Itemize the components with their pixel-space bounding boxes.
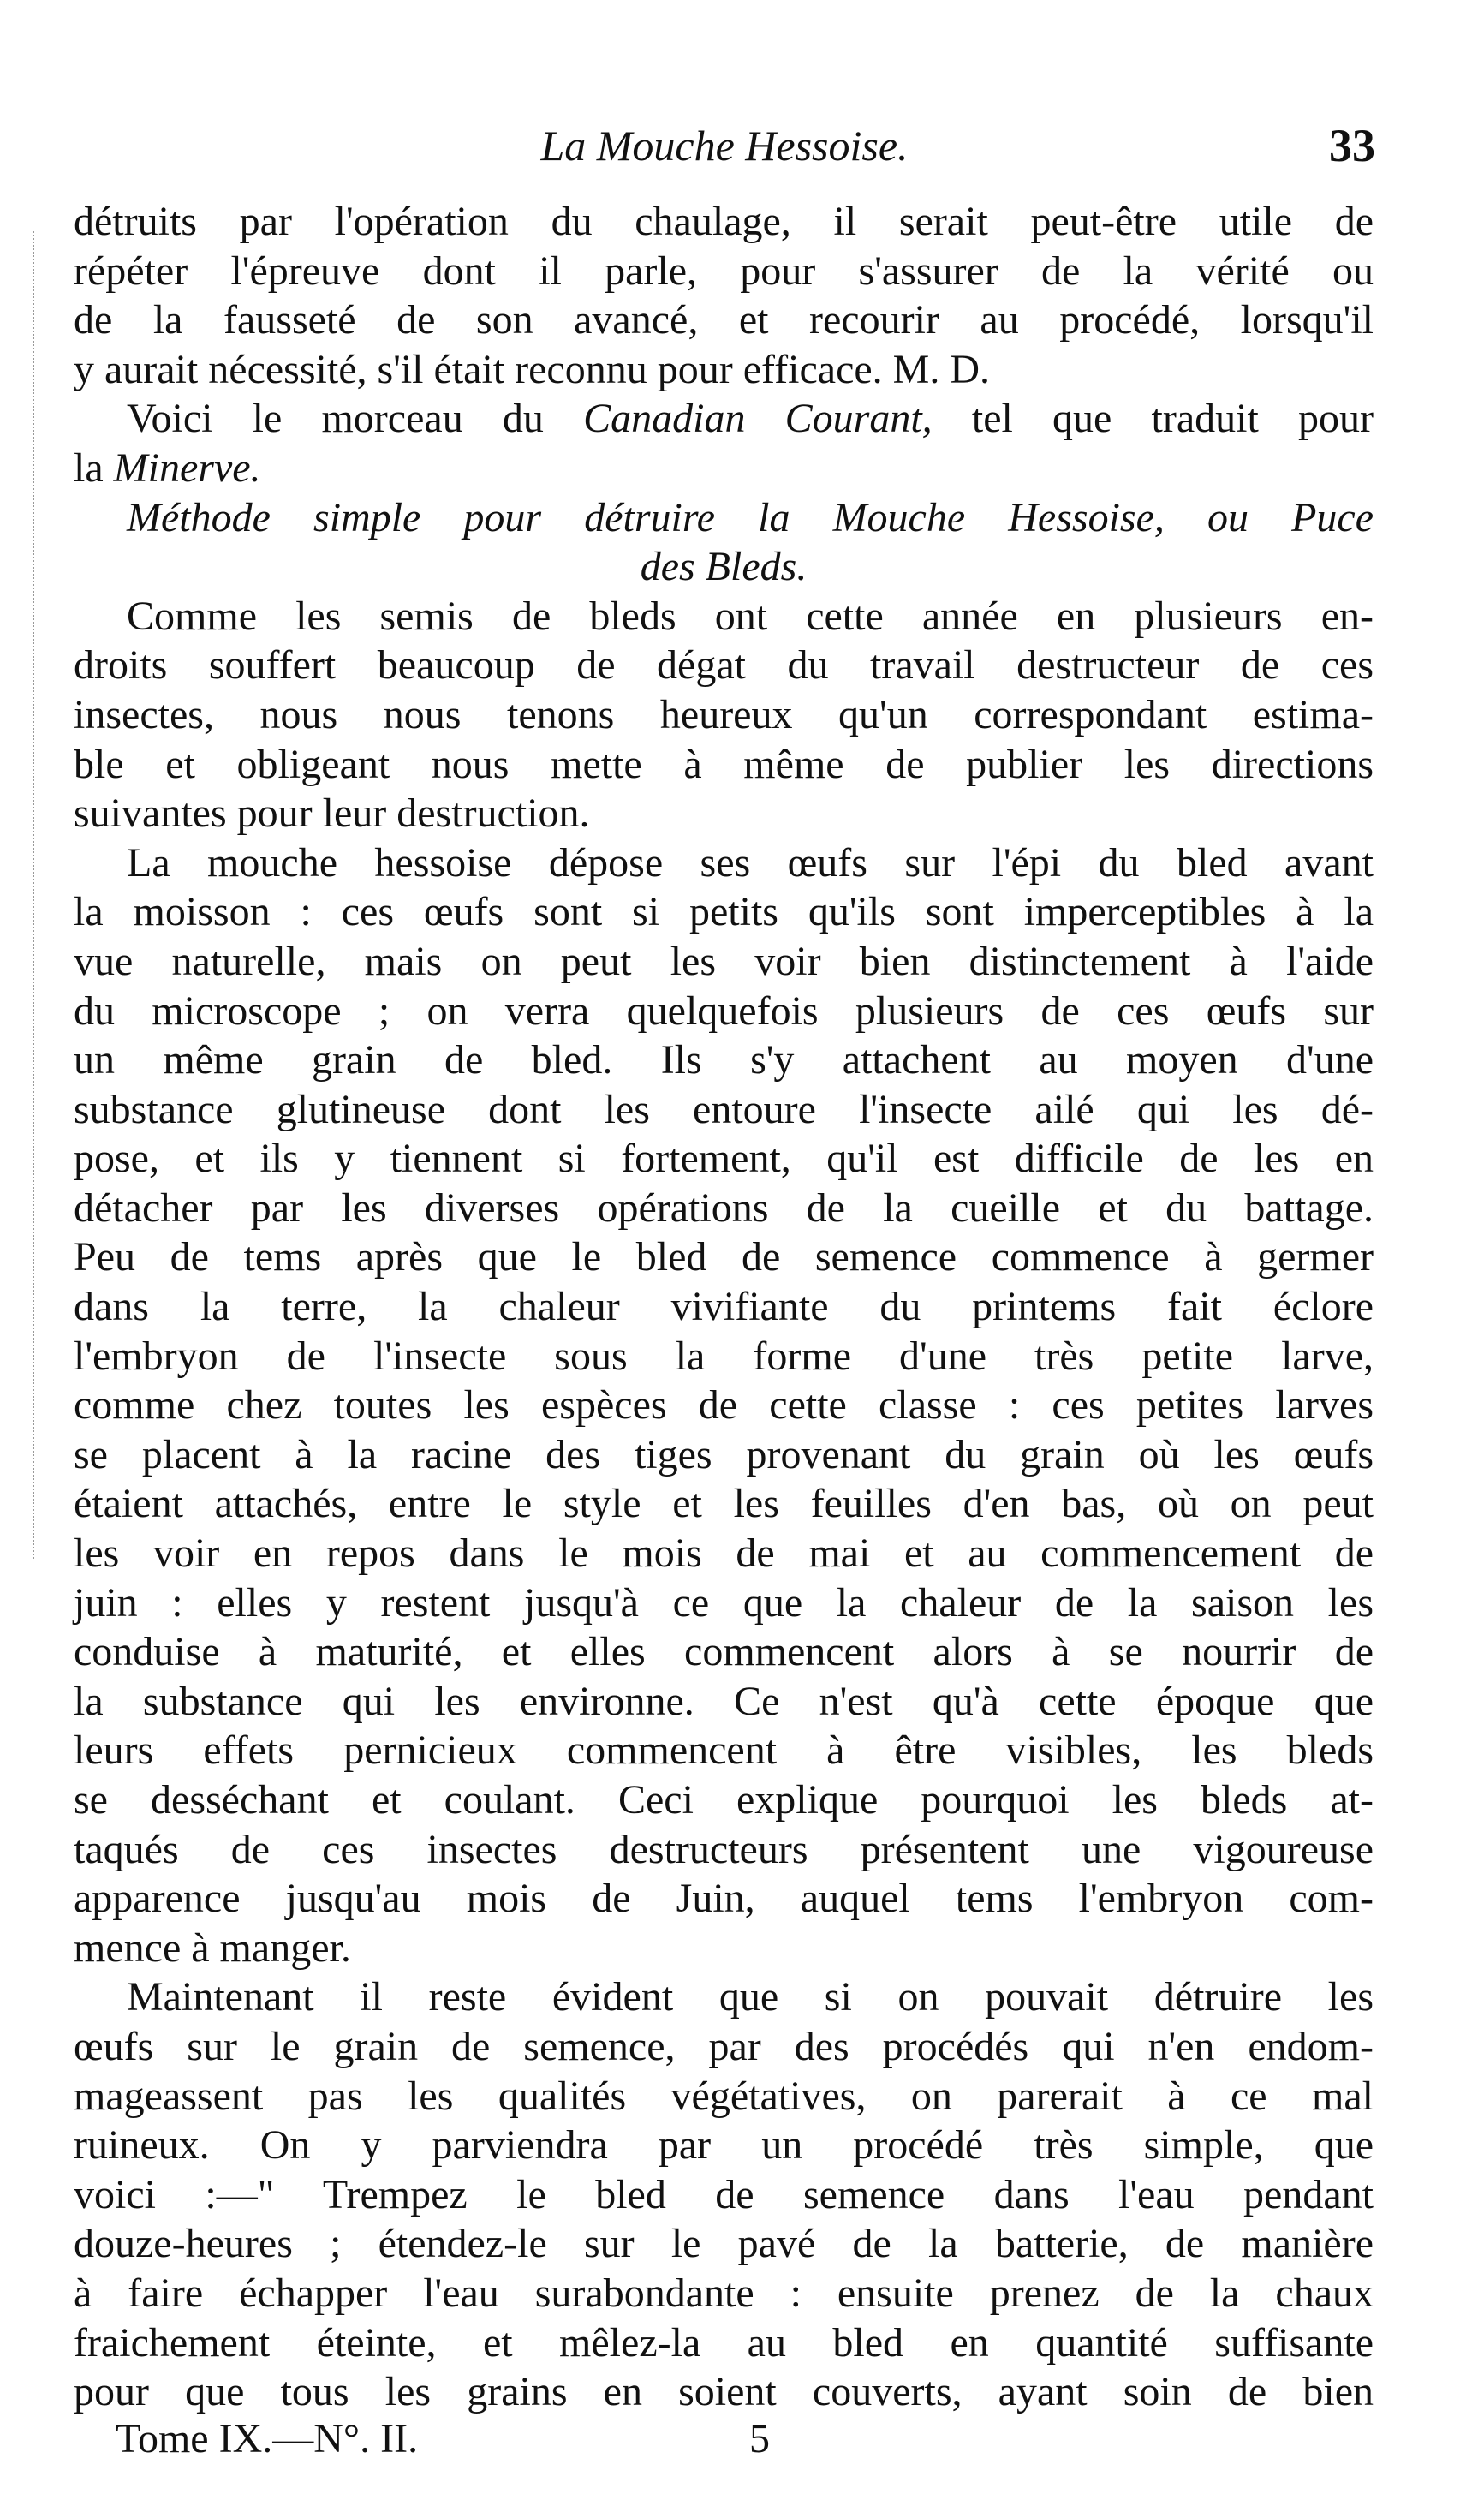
text-line: suivantes pour leur destruction.	[74, 791, 590, 837]
text-span: tel que traduit pour	[932, 396, 1374, 442]
text-line: douze-heures ; étendez-le sur le pavé de la batterie, de manière	[74, 2221, 1374, 2267]
text-line: conduise à maturité, et elles commencent alors à se nourrir de	[74, 1629, 1374, 1675]
text-line: La mouche hessoise dépose ses œufs sur l'épi du bled avant	[127, 839, 1374, 886]
text-line: œufs sur le grain de semence, par des procédés qui n'en endom-	[74, 2023, 1374, 2069]
text-line: Comme les semis de bleds ont cette année en plusieurs en-	[127, 593, 1374, 639]
text-line: se placent à la racine des tiges provenant du grain où les œufs	[74, 1431, 1374, 1477]
text-line: à faire échapper l'eau surabondante : ensuite prenez de la chaux	[74, 2270, 1374, 2316]
text-line: du microscope ; on verra quelquefois plusieurs de ces œufs sur	[74, 987, 1374, 1034]
text-line: substance glutineuse dont les entoure l'insecte ailé qui les dé-	[74, 1086, 1374, 1132]
text-line: les voir en repos dans le mois de mai et au commencement de	[74, 1530, 1374, 1577]
page-number: 33	[1329, 120, 1375, 171]
text-line: apparence jusqu'au mois de Juin, auquel tems l'embryon com-	[74, 1876, 1374, 1922]
body-text	[74, 197, 1374, 2417]
sheet-number: 5	[749, 2416, 770, 2461]
text-line: un même grain de bled. Ils s'y attachent au moyen d'une	[74, 1037, 1374, 1083]
text-line: dans la terre, la chaleur vivifiante du printems fait éclore	[74, 1284, 1374, 1330]
page-footer	[116, 2414, 1143, 2465]
text-line: se desséchant et coulant. Ceci explique pourquoi les bleds at-	[74, 1777, 1374, 1823]
page-header	[74, 116, 1375, 176]
text-line: la substance qui les environne. Ce n'est qu'à cette époque que	[74, 1678, 1374, 1724]
text-line: y aurait nécessité, s'il était reconnu pour efficace. M. D.	[74, 346, 991, 392]
text-line: étaient attachés, entre le style et les feuilles d'en bas, où on peut	[74, 1481, 1374, 1527]
text-line: insectes, nous nous tenons heureux qu'un correspondant estima-	[74, 691, 1374, 737]
text-span: Voici le morceau du	[127, 396, 584, 442]
italic-title: Minerve.	[113, 445, 261, 491]
text-line: Maintenant il reste évident que si on pouvait détruire les	[127, 1974, 1374, 2020]
running-title: La Mouche Hessoise.	[540, 122, 909, 170]
text-line: juin : elles y restent jusqu'à ce que la chaleur de la saison les	[74, 1579, 1374, 1626]
text-line: détruits par l'opération du chaulage, il serait peut-être utile de	[74, 199, 1374, 244]
text-line: des Bleds.	[640, 544, 808, 590]
text-line: ruineux. On y parviendra par un procédé très simple, que	[74, 2122, 1374, 2169]
text-line: détacher par les diverses opérations de la cueille et du battage.	[74, 1184, 1374, 1231]
text-line: mageassent pas les qualités végétatives, on parerait à ce mal	[74, 2073, 1374, 2119]
text-line: ble et obligeant nous mette à même de publier les directions	[74, 741, 1374, 787]
text-line: pour que tous les grains en soient couverts, ayant soin de bien	[74, 2369, 1374, 2415]
text-line: l'embryon de l'insecte sous la forme d'une très petite larve,	[74, 1333, 1374, 1379]
text-line: de la fausseté de son avancé, et recourir au procédé, lorsqu'il	[74, 297, 1374, 343]
text-line: mence à manger.	[74, 1924, 351, 1971]
text-line: Méthode simple pour détruire la Mouche Hessoise, ou Puce	[127, 494, 1374, 540]
margin-gutter-marks	[33, 231, 38, 1559]
volume-signature: Tome IX.—N°. II.	[116, 2416, 419, 2461]
text-line: Peu de tems après que le bled de semence commence à germer	[74, 1234, 1374, 1280]
text-line: droits souffert beaucoup de dégat du travail destructeur de ces	[74, 642, 1374, 689]
text-line: vue naturelle, mais on peut les voir bien distinctement à l'aide	[74, 938, 1374, 984]
text-line	[74, 394, 1374, 444]
text-line: comme chez toutes les espèces de cette classe : ces petites larves	[74, 1382, 1374, 1429]
text-line: taqués de ces insectes destructeurs présentent une vigoureuse	[74, 1826, 1374, 1872]
text-line: la moisson : ces œufs sont si petits qu'ils sont imperceptibles à la	[74, 889, 1374, 935]
italic-title: Canadian Courant,	[583, 396, 933, 442]
text-line	[74, 444, 1374, 493]
text-line: leurs effets pernicieux commencent à être visibles, les bleds	[74, 1727, 1374, 1774]
text-line: répéter l'épreuve dont il parle, pour s'assurer de la vérité ou	[74, 248, 1374, 294]
text-line: fraichement éteinte, et mêlez-la au bled en quantité suffisante	[74, 2319, 1374, 2366]
text-span: la	[74, 445, 114, 491]
text-line: pose, et ils y tiennent si fortement, qu'il est difficile de les en	[74, 1136, 1374, 1182]
text-line: voici :—" Trempez le bled de semence dans l'eau pendant	[74, 2171, 1374, 2217]
